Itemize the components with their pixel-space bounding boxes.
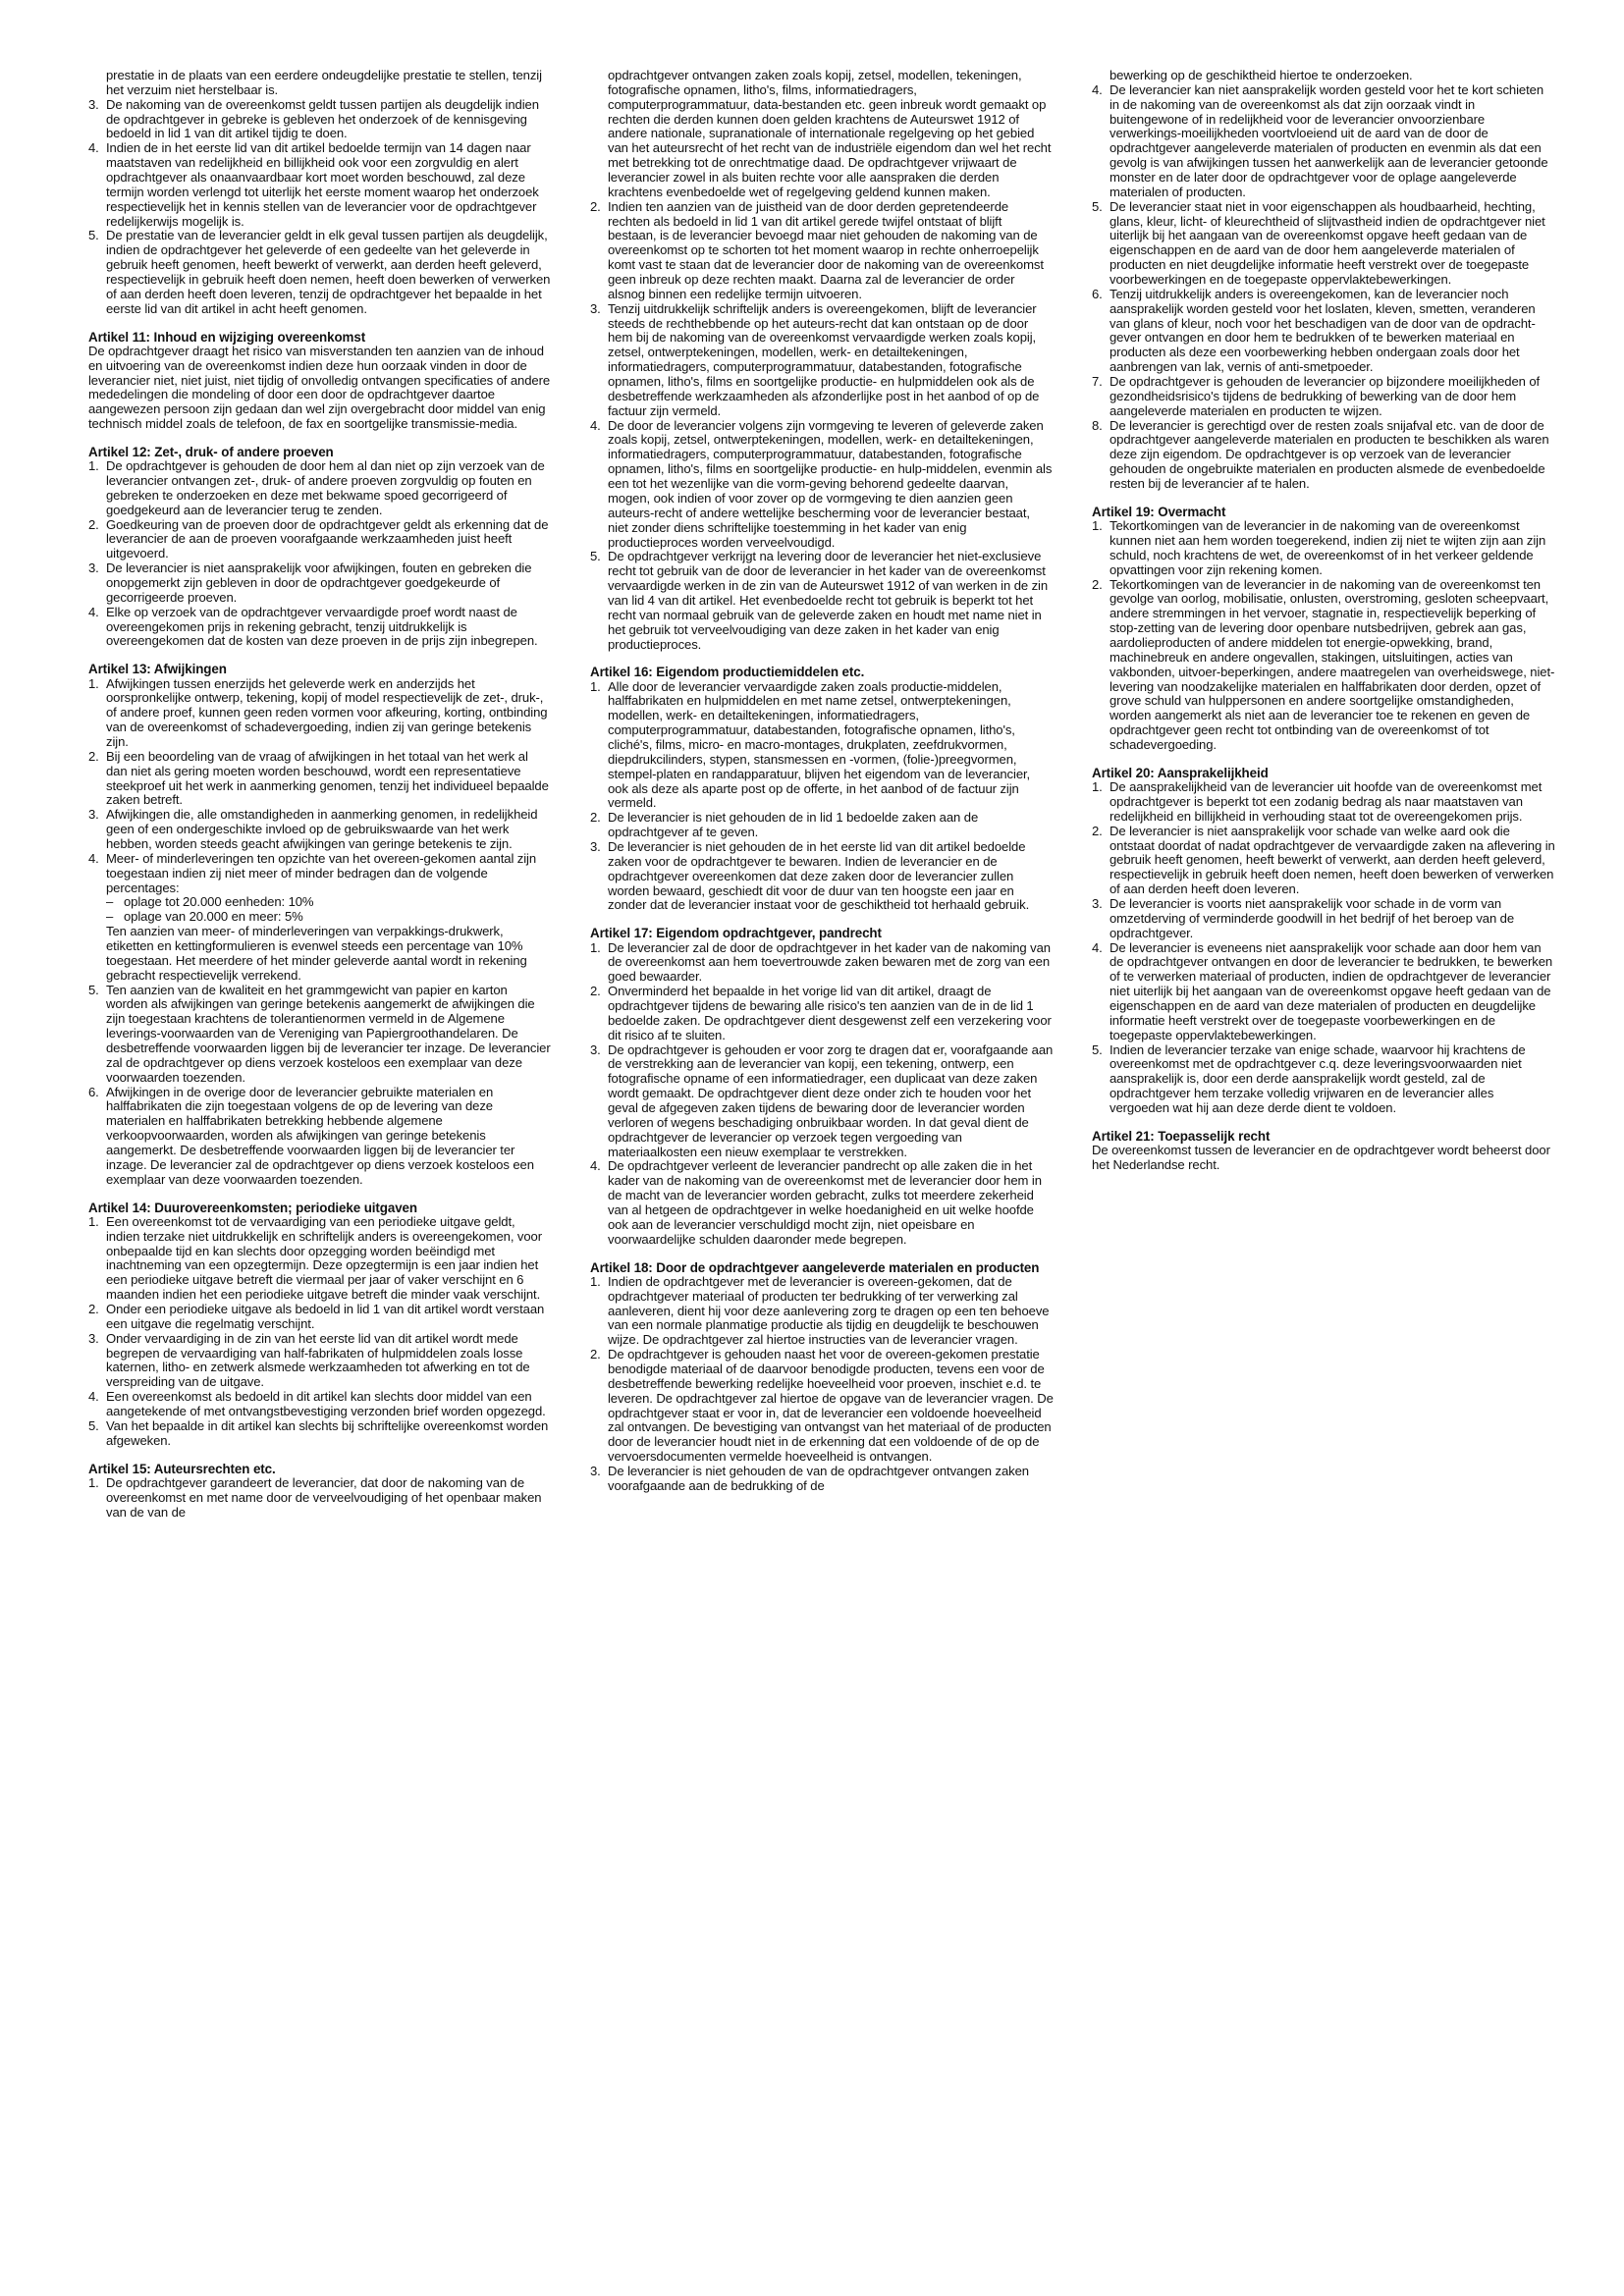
clause-number: 4.: [88, 140, 99, 156]
clause-text: Een overeenkomst als bedoeld in dit artikel kan slechts door middel van een aangetekende of met ontvangstbevestiging verzonden brief worden opgezegd.: [106, 1389, 546, 1418]
clause-text: De prestatie van de leverancier geldt in elk geval tussen partijen als deugdelijk, indien de opdrachtgever het geleverde of een gedeelte van het geleverde in gebruik heeft genomen, heeft bewerkt of verwerkt, aan derden heeft geleverd, respectievelijk in gebruik heeft doen nemen, heeft doen bewerken of verwerken of aan derden heeft doen leveren, tenzij de opdrachtgever het bepaalde in het eerste lid van dit artikel in acht heeft genomen.: [106, 228, 551, 316]
clause-number: 4.: [1092, 939, 1103, 955]
article-clauses: [88, 1215, 552, 1449]
clause-number: 2.: [88, 1301, 99, 1316]
clause-number: 1.: [88, 1213, 99, 1229]
clause-item: [1092, 519, 1555, 577]
clause-continuation: Ten aanzien van meer- of minderleveringen van verpakkings-drukwerk, etiketten en kettingformulieren is evenwel steeds een percentage van 10% toegestaan. Het meerdere of het minder geleverde aantal wordt in rekening gebracht respectievelijk verrekend.: [106, 924, 527, 983]
clause-number: 2.: [1092, 823, 1103, 838]
article-section: [88, 1462, 552, 1521]
clause-text: De opdrachtgever is gehouden er voor zorg te dragen dat er, voorafgaande aan de verstrekking aan de leverancier van kopij, een tekening, ontwerp, een fotografische opname of een informatiedrager, een duplicaat van deze zaken wordt gemaakt. De opdrachtgever dient deze onder zich te houden voor het geval de afgegeven zaken tijdens de bewaring door de leverancier worden verloren of wegens beschadiging onbruikbaar worden. In dat geval dient de opdrachtgever de leverancier op verzoek tegen vergoeding van materiaalkosten een nieuw exemplaar te verstrekken.: [608, 1041, 1054, 1159]
continued-section: [1092, 69, 1555, 492]
clause-number: 6.: [88, 1084, 99, 1099]
clause-item: [1092, 578, 1555, 753]
clause-text: bewerking op de geschiktheid hiertoe te onderzoeken.: [1110, 69, 1413, 82]
clause-number: 4.: [88, 1389, 99, 1405]
clause-number: 2.: [590, 984, 601, 999]
clause-item: [88, 459, 552, 517]
clause-text: De opdrachtgever is gehouden de leverancier op bijzondere moeilijkheden of gezondheidsrisico's tijdens de bedrukking of bewerking van de door hem aangeleverde materialen en producten te wijzen.: [1110, 374, 1541, 418]
clause-text: De leverancier is niet aansprakelijk voor schade van welke aard ook die ontstaat doordat of nadat opdrachtgever de vervaardigde zaken na aflevering in gebruik heeft genomen, heeft bewerkt of verwerkt, aan derden heeft geleverd, respectievelijk in gebruik heeft doen nemen, heeft doen bewerken of verwerken of aan derden heeft doen leveren.: [1110, 823, 1555, 897]
clause-item: [88, 1086, 552, 1188]
clause-number: 3.: [88, 807, 99, 823]
clause-number: 2.: [88, 516, 99, 532]
clause-number: 6.: [1092, 286, 1103, 301]
text-column-2: [590, 69, 1054, 1494]
clause-item: [590, 550, 1054, 652]
clause-item: [1092, 288, 1555, 375]
clause-item: [590, 811, 1054, 840]
clause-text: Goedkeuring van de proeven door de opdrachtgever geldt als erkenning dat de leverancier de aan de proeven voorafgaande werkzaamheden juist heeft uitgevoerd.: [106, 516, 549, 561]
article-section: [590, 665, 1054, 913]
bullet-item: [106, 910, 552, 925]
clause-number: 1.: [88, 675, 99, 691]
clause-text: Indien ten aanzien van de juistheid van de door derden gepretendeerde rechten als bedoeld in lid 1 van dit artikel gerede twijfel ontstaat of blijft bestaan, is de leverancier bevoegd maar niet gehouden de nakoming van de overeenkomst op te schorten tot het moment waarop in rechte onherroepelijk komt vast te staan dat de leverancier door de nakoming van de overeenkomst geen inbreuk op deze rechten maakt. Daarna zal de leverancier de order alsnog binnen een redelijke termijn uitvoeren.: [608, 198, 1044, 301]
article-section: [1092, 766, 1555, 1116]
clause-item: [590, 1348, 1054, 1465]
article-section: [590, 926, 1054, 1247]
clause-item: [88, 561, 552, 606]
clause-number: 5.: [88, 1417, 99, 1433]
clause-item: [590, 680, 1054, 812]
clause-item: [1092, 419, 1555, 492]
continued-section: [88, 69, 552, 317]
document-page: [88, 69, 1555, 2260]
article-clauses: [590, 941, 1054, 1248]
clause-item: [590, 1465, 1054, 1494]
clause-text: De leverancier zal de door de opdrachtgever in het kader van de nakoming van de overeenkomst aan hem toevertrouwde zaken bewaren met de zorg van een goed bewaarder.: [608, 939, 1051, 985]
clause-number: 2.: [88, 748, 99, 764]
clause-text: Tekortkomingen van de leverancier in de nakoming van de overeenkomst ten gevolge van oorlog, mobilisatie, onlusten, overstroming, gesloten scheepvaart, andere stremmingen in het vervoer, stagnatie in, respectievelijk beperking of stop-zetting van de levering door openbare nutsbedrijven, gebrek aan gas, aardolieproducten of andere middelen tot energie-opwekking, brand, machinebreuk en andere ongevallen, stakingen, uitsluitingen, acties van vakbonden, uitvoer-beperkingen, andere maatregelen van overheidswege, niet-levering van noodzakelijke materialen en halffabrikaten door derden, opzet of grove schuld van hulppersonen en andere soortgelijke omstandigheden, worden aangemerkt als niet aan de leverancier toe te rekenen en geven de opdrachtgever geen recht tot ontbinding van de overeenkomst of tot schadevergoeding.: [1110, 576, 1555, 753]
article-title: Artikel 13: Afwijkingen: [88, 662, 227, 677]
clause-text: De opdrachtgever verleent de leverancier pandrecht op alle zaken die in het kader van de nakoming van de overeenkomst met de leverancier door hem in de macht van de leverancier worden gebracht, zulks tot meerdere zekerheid van al hetgeen de opdrachtgever in welke hoedanigheid en uit welke hoofde ook aan de leverancier verschuldigd mocht zijn, niet opeisbare en voorwaardelijke schulden daaronder mede begrepen.: [608, 1158, 1042, 1247]
article-clauses: [590, 680, 1054, 914]
clause-text: Ten aanzien van de kwaliteit en het grammgewicht van papier en karton worden als afwijkingen van geringe betekenis aangemerkt de afwijkingen die zijn toegestaan krachtens de tolerantienormen vermeld in de Algemene leverings-voorwaarden van de Vereniging van Papiergroothandelaren. De desbetreffende voorwaarden liggen bij de leverancier ter inzage. De leverancier zal de opdrachtgever op diens verzoek kosteloos een exemplaar van deze voorwaarden toezenden.: [106, 982, 551, 1085]
clause-item: [1092, 200, 1555, 288]
clause-number: 7.: [1092, 374, 1103, 390]
clause-item: [590, 69, 1054, 200]
clause-text: De leverancier is niet aansprakelijk voor afwijkingen, fouten en gebreken die onopgemerkt zijn gebleven in door de opdrachtgever goedgekeurde of gecorrigeerde proeven.: [106, 561, 532, 605]
clause-item: [88, 677, 552, 750]
clause-text: De aansprakelijkheid van de leverancier uit hoofde van de overeenkomst met opdrachtgever is beperkt tot een zodanig bedrag als naar maatstaven van redelijkheid en billijkheid in verhouding staat tot de overeengekomen prijs.: [1110, 779, 1543, 824]
article-section: [1092, 1129, 1555, 1173]
clause-number: 2.: [590, 198, 601, 214]
clause-item: [1092, 375, 1555, 419]
clause-number: 1.: [1092, 518, 1103, 534]
clause-text: Alle door de leverancier vervaardigde zaken zoals productie-middelen, halffabrikaten en hulpmiddelen en met name zetsel, ontwerptekeningen, modellen, werk- en detailtekeningen, informatiedragers, computerprogrammatuur, databestanden, fotografische opnamen, litho's, cliché's, films, micro- en macro-montages, drukplaten, zeefdrukvormen, diepdrukcilinders, stypen, stansmessen en -vormen, (folie-)preegvormen, stempel-platen en randapparatuur, blijven het eigendom van de leverancier, ook als deze als aparte post op de offerte, in het aanbod of de factuur zijn vermeld.: [608, 678, 1031, 811]
article-title: Artikel 15: Auteursrechten etc.: [88, 1461, 276, 1476]
clause-number: 4.: [590, 1158, 601, 1174]
clause-text: Onder een periodieke uitgave als bedoeld in lid 1 van dit artikel wordt verstaan een uitgave die regelmatig verschijnt.: [106, 1301, 545, 1331]
clause-number: 1.: [88, 1474, 99, 1490]
clause-text: prestatie in de plaats van een eerdere ondeugdelijke prestatie te stellen, tenzij het verzuim niet herstelbaar is.: [106, 69, 542, 97]
clause-number: 4.: [88, 850, 99, 866]
article-paragraph: De opdrachtgever draagt het risico van misverstanden ten aanzien van de inhoud en uitvoering van de overeenkomst indien deze hun oorzaak vinden in door de leverancier niet, niet juist, niet tijdig of onvolledig ontvangen specificaties of andere mededelingen die mondeling of door een door de opdrachtgever daartoe aangewezen persoon zijn gedaan dan wel zijn overgebracht door middel van enig technisch middel zoals de telefoon, de fax en soortgelijke transmissie-media.: [88, 343, 551, 432]
clause-item: [590, 840, 1054, 913]
clause-number: 2.: [1092, 576, 1103, 592]
clause-text: De leverancier staat niet in voor eigenschappen als houdbaarheid, hechting, glans, kleur, licht- of kleurechtheid of slijtvastheid indien de opdrachtgever niet uiterlijk bij het aangaan van de overeenkomst opgave heeft gedaan van de eigenschappen en de aard van de door hem aangeleverde materialen of producten en niet deugdelijke informatie heeft verstrekt over de toegepaste voorbewerkingen en de toegepaste oppervlaktebewerkingen.: [1110, 198, 1545, 288]
article-clauses: [88, 1476, 552, 1521]
article-clauses: [1092, 780, 1555, 1116]
bullet-text: oplage tot 20.000 eenheden: 10%: [124, 894, 314, 910]
clause-item: [590, 1043, 1054, 1160]
clause-text: Indien de in het eerste lid van dit artikel bedoelde termijn van 14 dagen naar maatstaven van redelijkheid en billijkheid ook voor een zorgvuldig en alert opdrachtgever als onaanvaardbaar kort moet worden beschouwd, zal deze termijn worden verlengd tot uiterlijk het eerste moment waarop het onderzoek respectievelijk het in kennis stellen van de leverancier voor de opdrachtgever redelijkerwijs mogelijk is.: [106, 140, 539, 229]
clause-number: 5.: [88, 982, 99, 997]
clause-item: [88, 1419, 552, 1449]
clause-item: [1092, 83, 1555, 200]
clause-number: 8.: [1092, 417, 1103, 433]
clause-number: 2.: [590, 810, 601, 826]
clause-text: Een overeenkomst tot de vervaardiging van een periodieke uitgave geldt, indien terzake niet uitdrukkelijk en schriftelijk anders is overeengekomen, voor onbepaalde tijd en kan slechts door opzegging worden beëindigd met inachtneming van een opzegtermijn. Deze opzegtermijn is een jaar indien het een periodieke uitgave betreft die viermaal per jaar of vaker verschijnt en 6 maanden indien het een periodieke uitgave betreft die minder vaak verschijnt.: [106, 1213, 542, 1303]
article-clauses: [88, 459, 552, 649]
clause-item: [88, 1303, 552, 1332]
bullet-dash: –: [106, 894, 114, 910]
clause-item: [88, 69, 552, 98]
clause-item: [88, 852, 552, 984]
clause-text: De opdrachtgever is gehouden de door hem al dan niet op zijn verzoek van de leverancier ontvangen zet-, druk- of andere proeven zorgvuldig op fouten en gebreken te onderzoeken en deze met bekwame spoed gecorrigeerd of goedgekeurd aan de leverancier terug te zenden.: [106, 458, 545, 517]
bullet-dash: –: [106, 909, 114, 925]
article-title: Artikel 18: Door de opdrachtgever aangeleverde materialen en producten: [590, 1259, 1040, 1275]
article-title: Artikel 16: Eigendom productiemiddelen etc.: [590, 665, 865, 680]
clause-text: Tekortkomingen van de leverancier in de nakoming van de overeenkomst kunnen niet aan hem worden toegerekend, indien zij niet te wijten zijn aan zijn schuld, noch krachtens de wet, de overeenkomst of in het verkeer geldende opvattingen voor zijn rekening komen.: [1110, 518, 1546, 577]
clause-item: [1092, 69, 1555, 83]
clause-bullets: [106, 895, 552, 925]
clause-item: [1092, 897, 1555, 941]
clause-item: [88, 518, 552, 562]
clause-item: [88, 984, 552, 1086]
article-section: [88, 330, 552, 432]
clause-text: Elke op verzoek van de opdrachtgever vervaardigde proef wordt naast de overeengekomen prijs in rekening gebracht, tenzij uitdrukkelijk is overeengekomen dat de kosten van deze proeven in de prijs zijn inbegrepen.: [106, 604, 538, 649]
article-section: [1092, 505, 1555, 753]
clause-text: De leverancier is voorts niet aansprakelijk voor schade in de vorm van omzetderving of verminderde goodwill in het bedrijf of het beroep van de opdrachtgever.: [1110, 895, 1515, 940]
clause-text: Onverminderd het bepaalde in het vorige lid van dit artikel, draagt de opdrachtgever tijdens de bewaring alle risico's ten aanzien van de in de lid 1 bedoelde zaken. De opdrachtgever dient desgewenst zelf een verzekering voor dit risico af te sluiten.: [608, 984, 1052, 1042]
clause-item: [1092, 941, 1555, 1043]
clause-number: 1.: [590, 678, 601, 694]
clause-item: [590, 419, 1054, 551]
text-column-1: [88, 69, 552, 1520]
clause-text: Afwijkingen tussen enerzijds het geleverde werk en anderzijds het oorspronkelijke ontwerp, tekening, kopij of model respectievelijk de zet-, druk-, of andere proef, kunnen geen reden vormen voor afkeuring, korting, ontbinding van de overeenkomst of schadevergoeding, indien zij van geringe betekenis zijn.: [106, 675, 548, 749]
clause-number: 1.: [88, 458, 99, 474]
article-title: Artikel 21: Toepasselijk recht: [1092, 1128, 1271, 1144]
clause-text: De leverancier is eveneens niet aansprakelijk voor schade aan door hem van de opdrachtgever ontvangen en door de leverancier te bedrukken, te bewerken of te verwerken materiaal of producten, indien de opdrachtgever de leverancier niet uiterlijk bij het aangaan van de overeenkomst opgave heeft gedaan van de eigenschappen en de aard van deze materialen of producten en deugdelijke informatie heeft verstrekt over de toegepaste voorbewerkingen en de toegepaste oppervlaktebewerkingen.: [1110, 939, 1553, 1042]
clause-text: Indien de leverancier terzake van enige schade, waarvoor hij krachtens de overeenkomst met de opdrachtgever c.q. deze leveringsvoorwaarden niet aansprakelijk is, door een derde aansprakelijk wordt gesteld, zal de opdrachtgever hem terzake volledig vrijwaren en de leverancier alles vergoeden wat hij aan deze derde dient te voldoen.: [1110, 1041, 1526, 1115]
clause-number: 4.: [88, 604, 99, 619]
bullet-item: [106, 895, 552, 910]
clause-item: [88, 1476, 552, 1521]
clause-text: De leverancier is niet gehouden de in het eerste lid van dit artikel bedoelde zaken voor de opdrachtgever te bewaren. Indien de leverancier en de opdrachtgever overeenkomen dat deze zaken door de leverancier zullen worden bewaard, geschiedt dit voor de duur van ten hoogste een jaar en zonder dat de leverancier instaat voor de geschiktheid tot herhaald gebruik.: [608, 839, 1030, 913]
clause-item: [590, 302, 1054, 419]
clause-number: 5.: [1092, 198, 1103, 214]
clause-text: De door de leverancier volgens zijn vormgeving te leveren of geleverde zaken zoals kopij, zetsel, ontwerptekeningen, modellen, werk- en detailtekeningen, informatiedragers, computerprogrammatuur, databestanden, fotografische opnamen, litho's, films en soortgelijke productie- en hulp-middelen, evenmin als een tot het wezenlijke van die vorm-geving behorend gedeelte daarvan, mogen, ook indien of voor zover op de vormgeving te dien aanzien geen auteurs-recht of andere wettelijke bescherming voor de leverancier bestaat, niet zonder diens schriftelijke toestemming in het kader van enig productieproces worden verveelvoudigd.: [608, 417, 1053, 550]
clause-number: 4.: [1092, 81, 1103, 97]
clause-item: [590, 1159, 1054, 1247]
clause-text: De leverancier is gerechtigd over de resten zoals snijafval etc. van de door de opdrachtgever aangeleverde materialen en producten te beschikken als waren deze zijn eigendom. De opdrachtgever is op verzoek van de leverancier gehouden de ongebruikte materialen en producten alsmede de evenbedoelde resten bij de leverancier af te halen.: [1110, 417, 1549, 492]
bullet-text: oplage van 20.000 en meer: 5%: [124, 909, 303, 925]
clause-text: De leverancier is niet gehouden de van de opdrachtgever ontvangen zaken voorafgaande aan de bedrukking of de: [608, 1463, 1029, 1493]
article-section: [88, 1201, 552, 1449]
article-title: Artikel 19: Overmacht: [1092, 504, 1226, 519]
article-section: [88, 445, 552, 649]
article-section: [88, 662, 552, 1187]
clause-number: 3.: [590, 1041, 601, 1057]
clause-text: Bij een beoordeling van de vraag of afwijkingen in het totaal van het werk al dan niet als gering moeten worden beschouwd, wordt een representatieve steekproef uit het werk in aanmerking genomen, tenzij het individueel bepaalde zaken betreft.: [106, 748, 549, 808]
article-title: Artikel 11: Inhoud en wijziging overeenkomst: [88, 329, 366, 345]
article-clauses: [1092, 69, 1555, 492]
clause-text: Afwijkingen die, alle omstandigheden in aanmerking genomen, in redelijkheid geen of een ondergeschikte invloed op de gebruikswaarde van het werk hebben, worden steeds geacht afwijkingen van geringe betekenis te zijn.: [106, 807, 538, 851]
clause-number: 1.: [590, 939, 601, 955]
clause-number: 3.: [590, 1463, 601, 1478]
continued-section: [590, 69, 1054, 652]
clause-item: [88, 229, 552, 316]
article-clauses: [590, 69, 1054, 652]
text-column-3: [1092, 69, 1555, 1173]
clause-item: [88, 606, 552, 650]
clause-item: [88, 1215, 552, 1303]
clause-number: 5.: [1092, 1041, 1103, 1057]
clause-number: 3.: [590, 300, 601, 316]
clause-number: 2.: [590, 1347, 601, 1362]
clause-number: 5.: [590, 549, 601, 564]
clause-number: 1.: [1092, 779, 1103, 795]
clause-text: De leverancier is niet gehouden de in lid 1 bedoelde zaken aan de opdrachtgever af te geven.: [608, 810, 979, 840]
clause-item: [88, 808, 552, 852]
clause-number: 3.: [590, 839, 601, 855]
clause-item: [590, 200, 1054, 302]
article-section: [590, 1260, 1054, 1494]
article-title: Artikel 14: Duurovereenkomsten; periodieke uitgaven: [88, 1200, 417, 1215]
article-paragraph: De overeenkomst tussen de leverancier en de opdrachtgever wordt beheerst door het Nederlandse recht.: [1092, 1143, 1550, 1172]
article-title: Artikel 20: Aansprakelijkheid: [1092, 765, 1269, 780]
clause-item: [1092, 780, 1555, 825]
clause-text: Onder vervaardiging in de zin van het eerste lid van dit artikel wordt mede begrepen de vervaardiging van half-fabrikaten of hulpmiddelen zoals losse katernen, litho- en zetwerk alsmede werkzaamheden tot afwerking en tot de verspreiding van de uitgave.: [106, 1330, 530, 1390]
clause-text: opdrachtgever ontvangen zaken zoals kopij, zetsel, modellen, tekeningen, fotografische opnamen, litho's, films, informatiedragers, computerprogrammatuur, data-bestanden etc. geen inbreuk wordt gemaakt op rechten die derden kunnen doen gelden krachtens de Auteurswet 1912 of andere nationale, supranationale of internationale regelgeving op het gebied van het auteursrecht of het recht van de industriële eigendom dan wel het recht met betrekking tot de onrechtmatige daad. De opdrachtgever vrijwaart de leverancier zowel in als buiten rechte voor alle aanspraken die derden krachtens evenbedoelde wet of regelgeving geldend kunnen maken.: [608, 69, 1052, 199]
clause-item: [88, 750, 552, 808]
article-clauses: [1092, 519, 1555, 753]
clause-item: [88, 98, 552, 142]
clause-number: 5.: [88, 228, 99, 243]
clause-text: De opdrachtgever verkrijgt na levering door de leverancier het niet-exclusieve recht tot gebruik van de door de leverancier in het kader van de overeenkomst vervaardigde werken in de zin van de Auteurswet 1912 of van werken in de zin van lid 4 van dit artikel. Het evenbedoelde recht tot gebruik is beperkt tot het recht van normaal gebruik van de geleverde zaken en houdt met name niet in het gebruik tot verveelvoudiging van deze zaken in het kader van enig productieproces.: [608, 549, 1049, 652]
clause-text: Afwijkingen in de overige door de leverancier gebruikte materialen en halffabrikaten die zijn toegestaan volgens de op de levering van deze materialen en halffabrikaten betrekking hebbende algemene verkoopvoorwaarden, worden als afwijkingen van geringe betekenis aangemerkt. De desbetreffende voorwaarden liggen bij de leverancier ter inzage. De leverancier zal de opdrachtgever op diens verzoek kosteloos een exemplaar van deze voorwaarden toezenden.: [106, 1084, 534, 1187]
clause-number: 3.: [88, 1330, 99, 1346]
clause-text: Tenzij uitdrukkelijk anders is overeengekomen, kan de leverancier noch aansprakelijk worden gesteld voor het loslaten, kleven, smetten, veranderen van glans of kleur, noch voor het beschadigen van de door van de opdracht-gever ontvangen en door hem te bedrukken of te bewerken materiaal en producten als deze een voorbewerking hebben ondergaan zoals door het aanbrengen van lak, vernis of anti-smetpoeder.: [1110, 286, 1536, 375]
clause-number: 4.: [590, 417, 601, 433]
clause-text: De opdrachtgever garandeert de leverancier, dat door de nakoming van de overeenkomst en met name door de verveelvoudiging of het openbaar maken van de van de: [106, 1474, 542, 1520]
clause-item: [88, 141, 552, 229]
clause-item: [88, 1332, 552, 1390]
clause-text: De nakoming van de overeenkomst geldt tussen partijen als deugdelijk indien de opdrachtgever in gebreke is gebleven het onderzoek of de kennisgeving bedoeld in lid 1 van dit artikel tijdig te doen.: [106, 96, 539, 141]
clause-text: Tenzij uitdrukkelijk schriftelijk anders is overeengekomen, blijft de leverancier steeds de rechthebbende op het auteurs-recht dat kan ontstaan op de door hem bij de nakoming van de overeenkomst vervaardigde werken zoals kopij, zetsel, ontwerptekeningen, modellen, werk- en detailtekeningen, informatiedragers, computerprogrammatuur, databestanden, fotografische opnamen, litho's, films en soortgelijke productie- en hulpmiddelen ook als de desbetreffende werkzaamheden als afzonderlijke post in het aanbod of op de factuur zijn vermeld.: [608, 300, 1040, 418]
clause-item: [88, 1390, 552, 1419]
article-title: Artikel 17: Eigendom opdrachtgever, pandrecht: [590, 926, 882, 941]
clause-number: 1.: [590, 1273, 601, 1289]
clause-item: [590, 941, 1054, 986]
article-clauses: [88, 677, 552, 1188]
article-clauses: [88, 69, 552, 317]
clause-text: Indien de opdrachtgever met de leverancier is overeen-gekomen, dat de opdrachtgever materiaal of producten ter bedrukking of ter verwerking zal aanleveren, dient hij voor deze aanlevering zorg te dragen op een ten behoeve van een normale planmatige productie als tijdig en deugdelijk te beschouwen wijze. De opdrachtgever zal hiertoe instructies van de leverancier vragen.: [608, 1273, 1050, 1348]
clause-number: 3.: [88, 96, 99, 112]
clause-item: [1092, 1043, 1555, 1116]
article-title: Artikel 12: Zet-, druk- of andere proeven: [88, 444, 334, 459]
article-clauses: [590, 1275, 1054, 1494]
clause-number: 3.: [1092, 895, 1103, 911]
clause-text: Van het bepaalde in dit artikel kan slechts bij schriftelijke overeenkomst worden afgeweken.: [106, 1417, 549, 1448]
clause-text: De leverancier kan niet aansprakelijk worden gesteld voor het te kort schieten in de nakoming van de overeenkomst als dat zijn oorzaak vindt in buitengewone of in redelijkheid voor de leverancier onvoorzienbare verwerkings-moeilijkheden voortvloeiend uit de aard van de door de opdrachtgever aangeleverde materialen of producten en evenmin als dat een gevolg is van afwijkingen tussen het aanwerkelijk aan de leverancier getoonde monster en de later door de opdrachtgever voor de oplage aangeleverde materialen of producten.: [1110, 81, 1548, 199]
clause-text: De opdrachtgever is gehouden naast het voor de overeen-gekomen prestatie benodigde materiaal of de daarvoor benodigde producten, tevens een voor de desbetreffende bewerking redelijke hoeveelheid voor proeven, inschiet e.d. te leveren. De opdrachtgever zal hiertoe de opgave van de leverancier vragen. De opdrachtgever staat er voor in, dat de leverancier een voldoende hoeveelheid zal ontvangen. De bevestiging van ontvangst van het materiaal of de producten door de leverancier houdt niet in de erkenning dat een voldoende of de op de vervoersdocumenten vermelde hoeveelheid is ontvangen.: [608, 1347, 1054, 1465]
clause-number: 3.: [88, 561, 99, 576]
clause-item: [590, 1275, 1054, 1348]
clause-text: Meer- of minderleveringen ten opzichte van het overeen-gekomen aantal zijn toegestaan indien zij niet meer of minder bedragen dan de volgende percentages:: [106, 850, 537, 895]
clause-item: [590, 985, 1054, 1042]
clause-item: [1092, 825, 1555, 897]
